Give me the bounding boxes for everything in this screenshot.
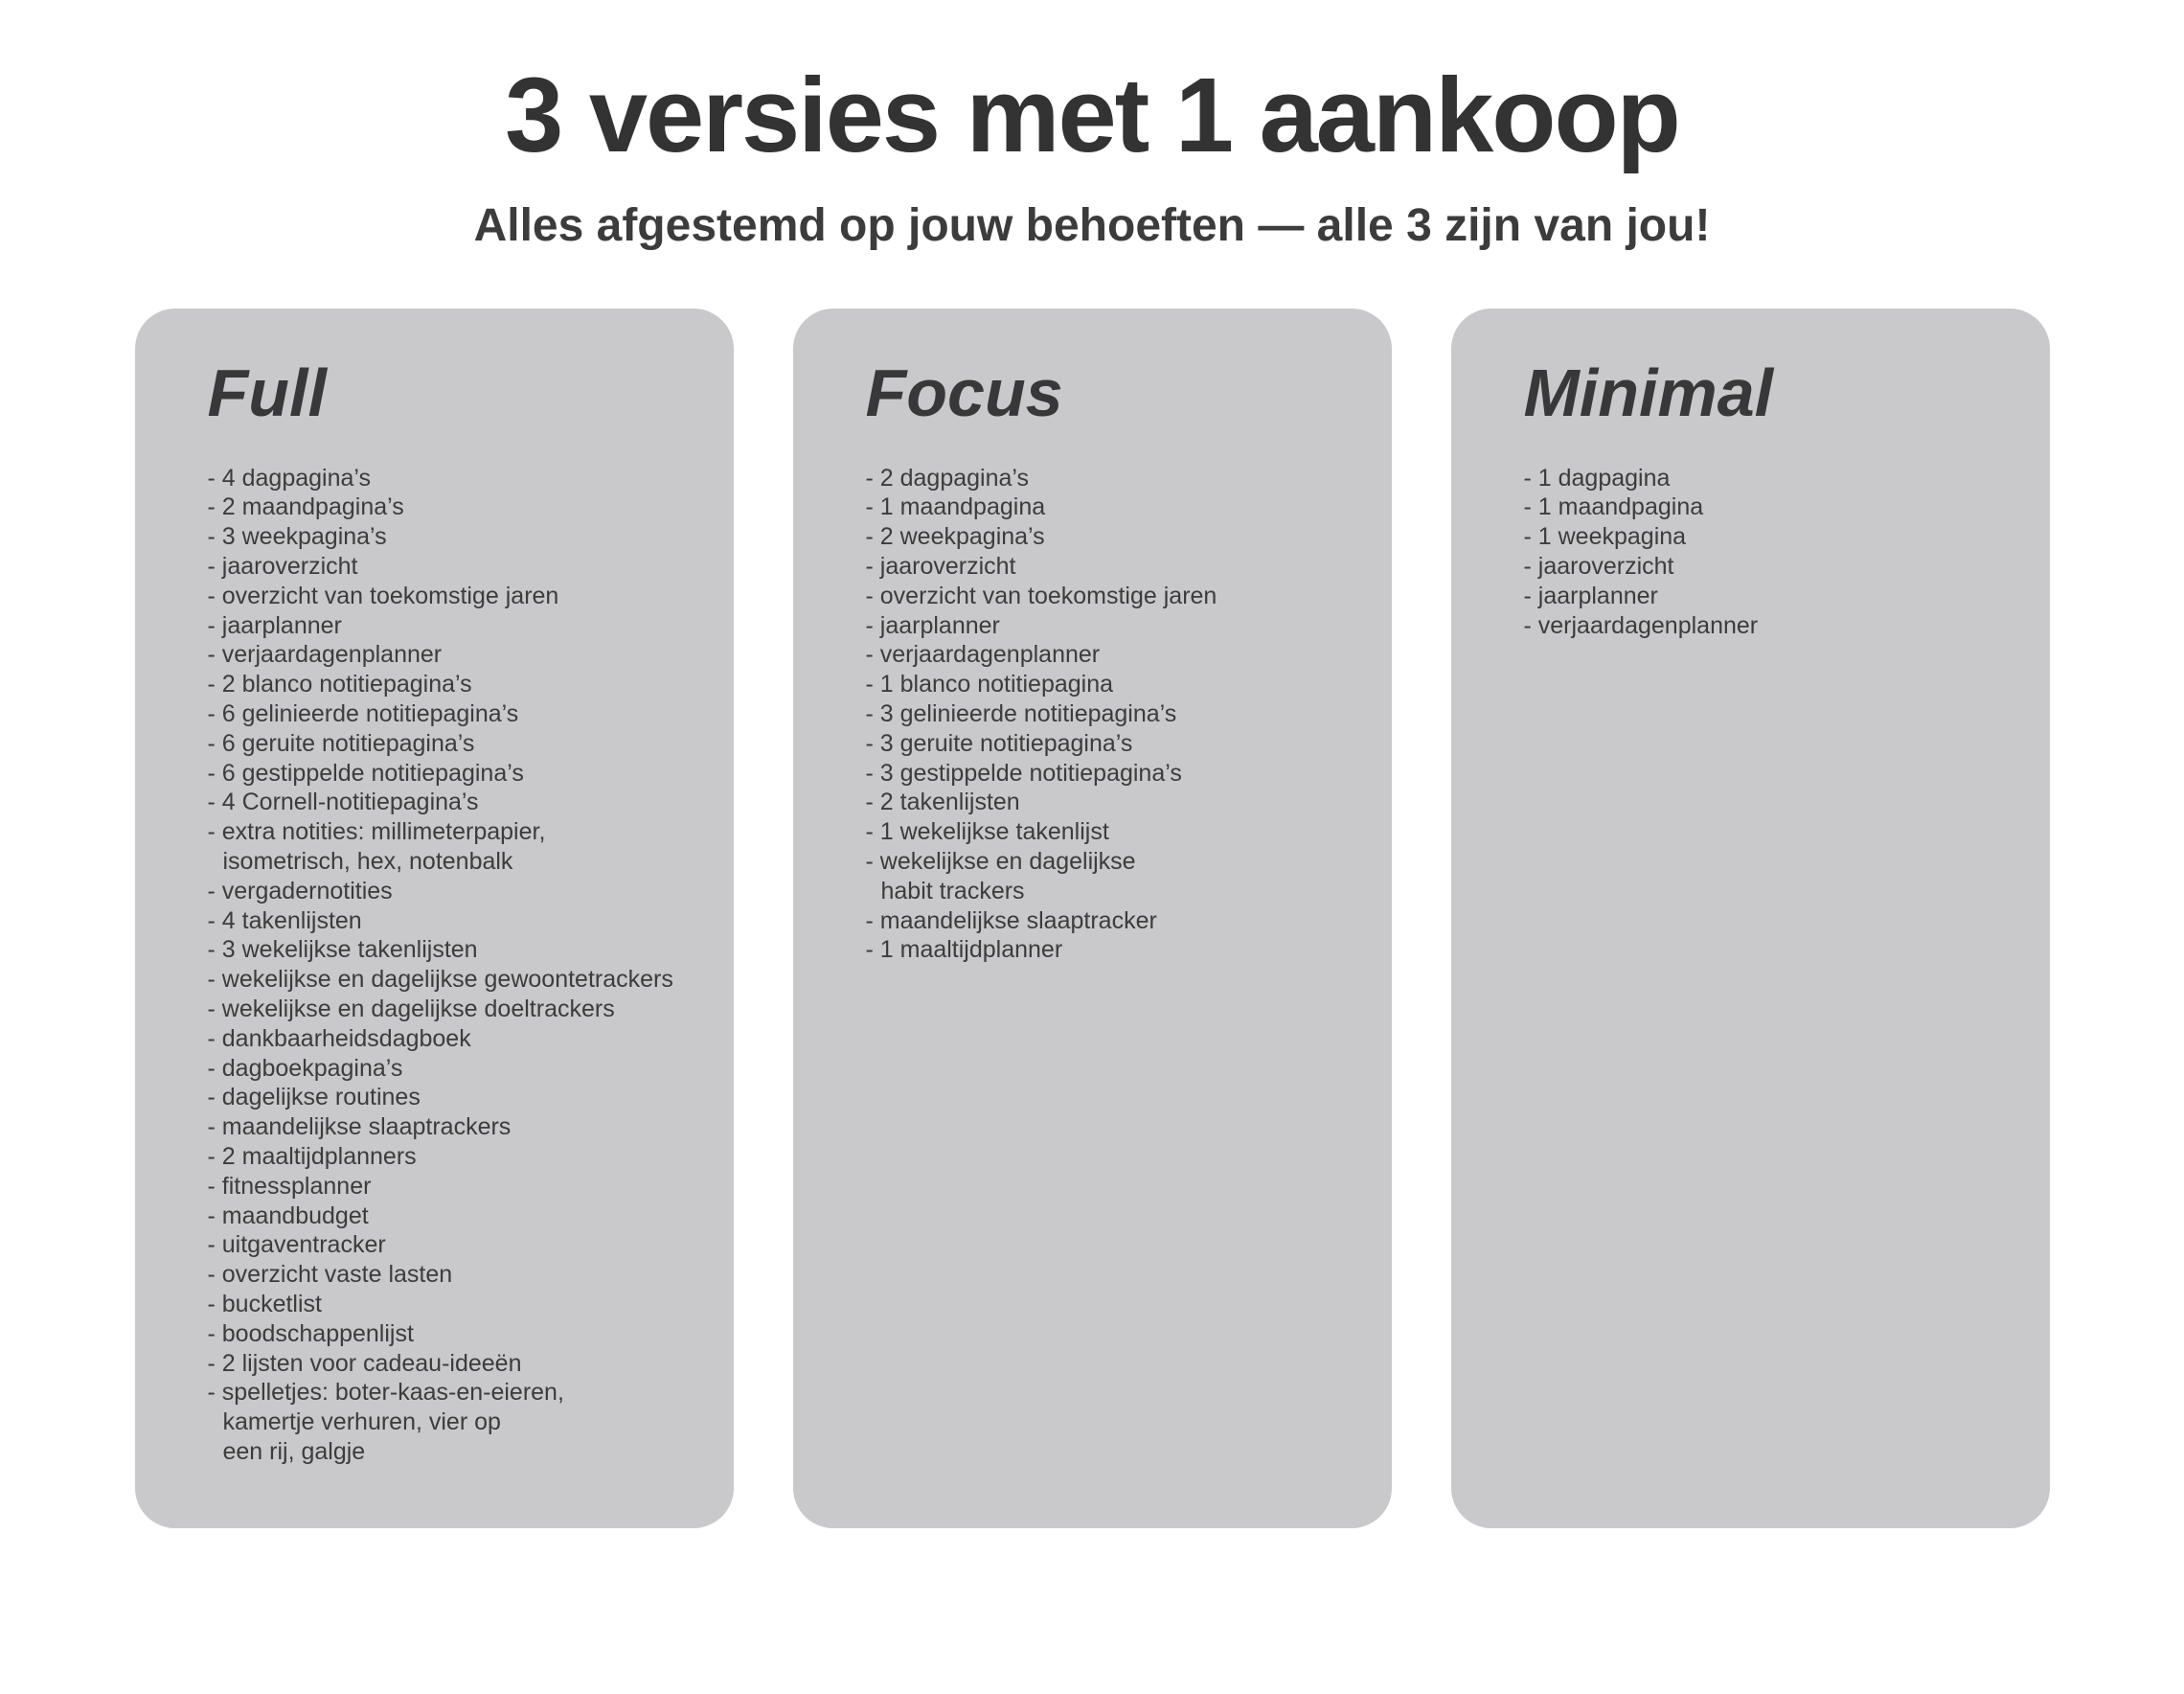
list-item <box>866 699 1359 729</box>
list-item <box>866 729 1359 759</box>
list-item <box>208 1230 701 1260</box>
list-item <box>208 1319 701 1349</box>
cards-row <box>0 309 2184 1528</box>
list-item <box>866 464 1359 493</box>
list-item <box>866 611 1359 641</box>
page <box>0 56 2184 1528</box>
list-item <box>208 1260 701 1290</box>
list-item <box>866 847 1359 906</box>
list-item-line: - jaarplanner <box>865 611 1000 639</box>
list-item-line: - 4 Cornell-notitiepagina’s <box>207 789 479 816</box>
list-item-line: - overzicht vaste lasten <box>207 1261 453 1289</box>
list-item <box>866 788 1359 817</box>
list-item <box>1524 611 2017 641</box>
list-item-line: - overzicht van toekomstige jaren <box>865 582 1217 609</box>
list-item-line: - 1 weekpagina <box>1523 523 1687 551</box>
list-item <box>208 1024 701 1054</box>
list-item <box>208 699 701 729</box>
list-item <box>208 464 701 493</box>
list-item-line: - 2 maaltijdplanners <box>207 1142 417 1170</box>
card-list <box>866 464 1359 966</box>
list-item-line: - 2 dagpagina’s <box>865 464 1030 492</box>
list-item-line: - 2 maandpagina’s <box>207 493 404 521</box>
list-item <box>208 906 701 936</box>
list-item-line: - overzicht van toekomstige jaren <box>207 582 559 609</box>
card-list <box>1524 464 2017 641</box>
page-title: 3 versies met 1 aankoop <box>505 57 1679 174</box>
list-item-line: - 6 geruite notitiepagina’s <box>207 729 475 757</box>
list-item <box>208 1202 701 1231</box>
list-item <box>208 965 701 995</box>
list-item-line: - 1 wekelijkse takenlijst <box>865 818 1109 846</box>
list-item <box>1524 582 2017 611</box>
list-item-line: - jaaroverzicht <box>865 552 1016 580</box>
list-item-line: - extra notities: millimeterpapier, <box>207 818 546 846</box>
list-item-line: - 2 blanco notitiepagina’s <box>207 671 472 698</box>
list-item-line: - uitgaventracker <box>207 1231 386 1259</box>
list-item <box>208 640 701 670</box>
list-item-line: - wekelijkse en dagelijkse doeltrackers <box>207 995 615 1022</box>
list-item-line: - vergadernotities <box>207 877 393 904</box>
list-item-line-continued: kamertje verhuren, vier op <box>222 1408 501 1436</box>
list-item-line: - jaaroverzicht <box>1523 552 1674 580</box>
list-item-line: - jaarplanner <box>1523 582 1658 609</box>
list-item-line: - 4 dagpagina’s <box>207 464 372 492</box>
list-item <box>208 1112 701 1142</box>
list-item-line: - dagboekpagina’s <box>207 1054 403 1082</box>
list-item-line: - wekelijkse en dagelijkse gewoontetrackers <box>207 966 673 994</box>
list-item-line: - spelletjes: boter-kaas-en-eieren, <box>207 1379 564 1407</box>
list-item <box>208 1378 701 1466</box>
list-item-line-continued: habit trackers <box>880 877 1025 904</box>
list-item <box>208 1142 701 1172</box>
card-title: Full <box>207 355 327 431</box>
list-item-line: - fitnessplanner <box>207 1172 372 1200</box>
card-title: Minimal <box>1523 355 1774 431</box>
list-item <box>1524 464 2017 493</box>
list-item-line: - maandelijkse slaaptracker <box>865 906 1157 934</box>
version-card <box>793 309 1392 1528</box>
list-item <box>208 1349 701 1379</box>
list-item <box>208 759 701 789</box>
list-item <box>208 1054 701 1084</box>
list-item-line: - 6 gestippelde notitiepagina’s <box>207 759 524 787</box>
version-card <box>1451 309 2050 1528</box>
list-item <box>208 1083 701 1112</box>
list-item <box>208 522 701 552</box>
list-item-line: - 2 weekpagina’s <box>865 523 1045 551</box>
list-item <box>866 640 1359 670</box>
list-item-line: - 2 lijsten voor cadeau-ideeën <box>207 1349 522 1377</box>
page-subtitle: Alles afgestemd op jouw behoeften — alle 3 zijn van jou! <box>473 199 1711 251</box>
list-item-line: - jaaroverzicht <box>207 552 358 580</box>
list-item <box>208 788 701 817</box>
list-item <box>208 877 701 906</box>
list-item-line: - 6 gelinieerde notitiepagina’s <box>207 699 519 727</box>
card-list <box>208 464 701 1467</box>
list-item-line: - 3 gelinieerde notitiepagina’s <box>865 699 1177 727</box>
list-item <box>208 1290 701 1319</box>
list-item-line: - 4 takenlijsten <box>207 906 362 934</box>
list-item-line: - maandbudget <box>207 1202 369 1229</box>
list-item-line: - verjaardagenplanner <box>207 641 443 669</box>
list-item <box>1524 522 2017 552</box>
list-item-line: - boodschappenlijst <box>207 1319 414 1347</box>
list-item-line: - 1 maandpagina <box>1523 493 1704 521</box>
list-item <box>866 552 1359 582</box>
list-item <box>866 522 1359 552</box>
list-item-line: - bucketlist <box>207 1290 322 1317</box>
list-item-line: - wekelijkse en dagelijkse <box>865 847 1136 875</box>
list-item-line: - 3 geruite notitiepagina’s <box>865 729 1133 757</box>
list-item <box>1524 492 2017 522</box>
list-item-line-continued: isometrisch, hex, notenbalk <box>222 847 513 875</box>
card-title: Focus <box>865 355 1063 431</box>
list-item <box>208 611 701 641</box>
list-item-line: - dagelijkse routines <box>207 1084 421 1111</box>
list-item <box>866 935 1359 965</box>
list-item-line: - 2 takenlijsten <box>865 789 1020 816</box>
list-item-line: - verjaardagenplanner <box>1523 611 1759 639</box>
list-item <box>1524 552 2017 582</box>
list-item-line: - 1 dagpagina <box>1523 464 1671 492</box>
list-item <box>866 906 1359 936</box>
list-item <box>208 995 701 1024</box>
list-item-line: - dankbaarheidsdagboek <box>207 1024 471 1052</box>
list-item-line: - jaarplanner <box>207 611 342 639</box>
version-card <box>135 309 734 1528</box>
list-item <box>208 729 701 759</box>
list-item <box>208 817 701 877</box>
list-item-line: - 3 gestippelde notitiepagina’s <box>865 759 1182 787</box>
list-item-line: - maandelijkse slaaptrackers <box>207 1113 512 1141</box>
list-item-line-continued: een rij, galgje <box>222 1437 366 1465</box>
list-item <box>208 935 701 965</box>
list-item <box>208 552 701 582</box>
list-item <box>208 1172 701 1202</box>
list-item-line: - 1 maaltijdplanner <box>865 936 1063 964</box>
list-item <box>866 492 1359 522</box>
list-item-line: - 1 maandpagina <box>865 493 1046 521</box>
list-item <box>866 670 1359 699</box>
list-item <box>866 759 1359 789</box>
list-item-line: - 3 wekelijkse takenlijsten <box>207 936 478 964</box>
list-item <box>866 817 1359 847</box>
list-item-line: - verjaardagenplanner <box>865 641 1101 669</box>
list-item-line: - 1 blanco notitiepagina <box>865 671 1114 698</box>
list-item <box>208 492 701 522</box>
list-item <box>208 670 701 699</box>
list-item-line: - 3 weekpagina’s <box>207 523 387 551</box>
list-item <box>866 582 1359 611</box>
list-item <box>208 582 701 611</box>
